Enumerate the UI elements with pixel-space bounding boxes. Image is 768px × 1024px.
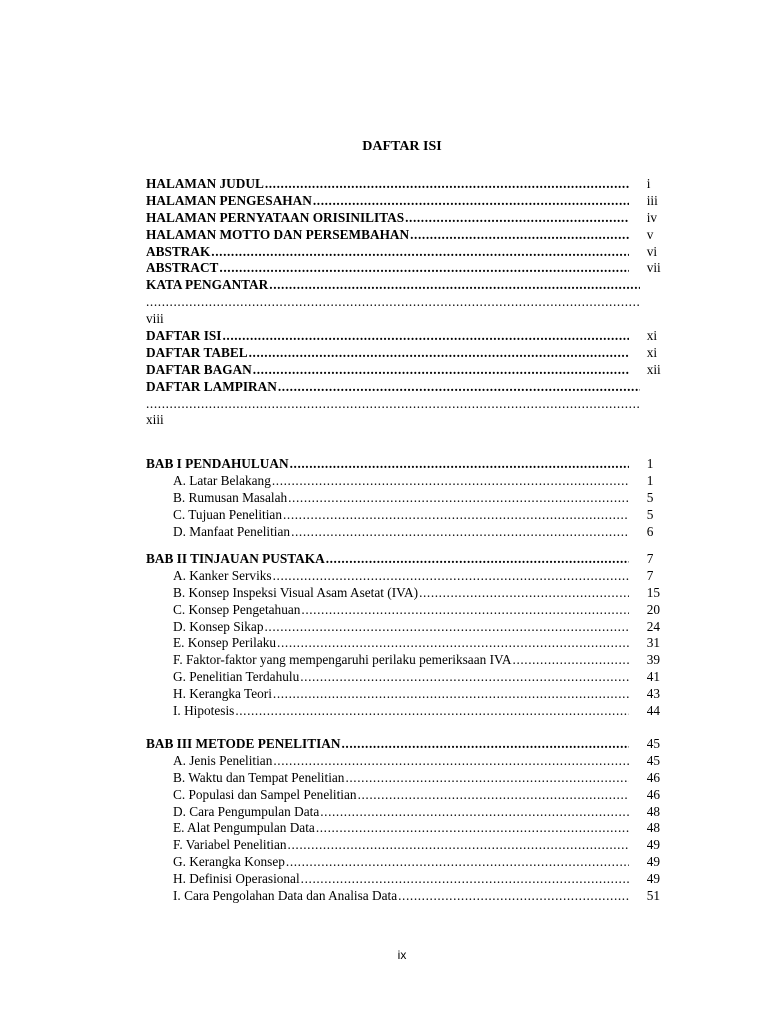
toc-label: H. Kerangka Teori	[173, 686, 272, 702]
leader-dots	[273, 568, 629, 585]
toc-entry[interactable]	[146, 635, 676, 652]
toc-entry[interactable]	[146, 362, 676, 379]
toc-page: 46	[646, 769, 660, 785]
toc-wrap-page	[146, 311, 676, 328]
toc-page: 31	[646, 635, 660, 651]
toc-label: E. Alat Pengumpulan Data	[173, 820, 315, 836]
toc-page: 49	[646, 854, 660, 870]
leader-dots	[290, 456, 629, 473]
toc-label: BAB I PENDAHULUAN	[146, 456, 289, 471]
toc-page: xi	[646, 328, 658, 344]
toc-entry[interactable]	[146, 568, 676, 585]
toc-entry[interactable]	[146, 820, 676, 837]
leader-dots	[278, 379, 640, 396]
toc-page: iii	[646, 192, 658, 208]
leader-dots	[513, 652, 629, 669]
toc-label: C. Tujuan Penelitian	[173, 506, 282, 522]
leader-dots	[410, 227, 629, 244]
toc-page: 1	[646, 472, 654, 488]
leader-dots	[146, 396, 640, 413]
toc-label: DAFTAR ISI	[146, 328, 222, 344]
leader-dots	[286, 854, 629, 871]
leader-dots	[219, 260, 628, 277]
toc-entry[interactable]	[146, 669, 676, 686]
toc-entry[interactable]	[146, 753, 676, 770]
leader-dots	[313, 193, 629, 210]
toc-page: vii	[646, 260, 661, 276]
toc-page: xii	[646, 361, 661, 377]
leader-dots	[235, 703, 628, 720]
toc-entry[interactable]	[146, 379, 676, 396]
toc-page: vi	[646, 243, 658, 259]
toc-entry[interactable]	[146, 277, 676, 294]
leader-dots	[301, 602, 628, 619]
toc-entry[interactable]	[146, 507, 676, 524]
leader-dots	[398, 888, 629, 905]
toc-wrap-page	[146, 412, 676, 429]
leader-dots	[265, 176, 629, 193]
toc-label: ABSTRACT	[146, 260, 219, 276]
leader-dots	[269, 277, 640, 294]
toc-entry[interactable]	[146, 328, 676, 345]
toc-entry[interactable]	[146, 652, 676, 669]
toc-label: HALAMAN JUDUL	[146, 176, 264, 191]
toc-label: E. Konsep Perilaku	[173, 635, 277, 651]
leader-dots	[316, 820, 629, 837]
toc-page: 46	[646, 786, 660, 802]
toc-entry[interactable]	[146, 524, 676, 541]
page-title: DAFTAR ISI	[362, 139, 442, 154]
leader-dots	[273, 686, 629, 703]
toc-label: H. Definisi Operasional	[173, 871, 300, 887]
leader-dots	[222, 328, 628, 345]
leader-dots	[288, 837, 629, 854]
toc-label: HALAMAN PERNYATAAN ORISINILITAS	[146, 209, 405, 225]
toc-entry[interactable]	[146, 837, 676, 854]
leader-dots	[419, 585, 629, 602]
toc-entry[interactable]	[146, 345, 676, 362]
toc-page: 49	[646, 837, 660, 853]
toc-page: 45	[646, 752, 660, 768]
toc-page: xi	[646, 344, 658, 360]
toc-entry[interactable]	[146, 490, 676, 507]
toc-entry[interactable]	[146, 804, 676, 821]
leader-dots	[291, 524, 629, 541]
toc-entry[interactable]	[146, 686, 676, 703]
toc-label: D. Manfaat Penelitian	[173, 523, 291, 539]
toc-page: 43	[646, 686, 660, 702]
leader-dots	[265, 619, 629, 636]
toc-chapter[interactable]	[146, 551, 676, 568]
toc-page: 6	[646, 523, 654, 539]
leader-dots	[277, 635, 629, 652]
toc-page: viii	[146, 311, 164, 327]
leader-dots	[253, 362, 629, 379]
leader-dots	[405, 210, 629, 227]
toc-page: 44	[646, 703, 660, 719]
toc-label: DAFTAR LAMPIRAN	[146, 378, 277, 394]
leader-dots	[341, 736, 628, 753]
leader-dots	[288, 490, 629, 507]
toc-page: 1	[646, 456, 654, 471]
toc-label: I. Cara Pengolahan Data dan Analisa Data	[173, 888, 398, 904]
toc-entry[interactable]	[146, 871, 676, 888]
toc-entry[interactable]	[146, 787, 676, 804]
toc-page: i	[646, 176, 651, 191]
leader-dots	[345, 770, 628, 787]
toc-page: 24	[646, 618, 660, 634]
toc-page: 20	[646, 601, 660, 617]
toc-label: G. Penelitian Terdahulu	[173, 669, 300, 685]
toc-entry[interactable]	[146, 888, 676, 905]
toc-entry[interactable]	[146, 176, 676, 193]
toc-page: 15	[646, 584, 660, 600]
toc-wrap-dots	[146, 294, 676, 311]
toc-label: A. Kanker Serviks	[173, 567, 272, 583]
leader-dots	[358, 787, 629, 804]
toc-entry[interactable]	[146, 473, 676, 490]
toc-page: xiii	[146, 412, 164, 428]
toc-entry[interactable]	[146, 602, 676, 619]
toc-label: C. Populasi dan Sampel Penelitian	[173, 786, 357, 802]
leader-dots	[320, 804, 628, 821]
toc-entry[interactable]	[146, 244, 676, 261]
leader-dots	[300, 669, 628, 686]
toc-label: D. Konsep Sikap	[173, 618, 264, 634]
toc-entry[interactable]	[146, 703, 676, 720]
toc-chapter[interactable]	[146, 456, 676, 473]
toc-label: G. Kerangka Konsep	[173, 854, 285, 870]
leader-dots	[249, 345, 629, 362]
toc-label: I. Hipotesis	[173, 703, 235, 719]
leader-dots	[272, 473, 629, 490]
leader-dots	[326, 551, 629, 568]
toc-page: 48	[646, 820, 660, 836]
toc-entry[interactable]	[146, 227, 676, 244]
toc-page: 7	[646, 567, 654, 583]
toc-page: 5	[646, 506, 654, 522]
toc-page: iv	[646, 209, 658, 225]
toc-label: B. Konsep Inspeksi Visual Asam Asetat (IVA)	[173, 584, 419, 600]
leader-dots	[283, 507, 629, 524]
toc-label: DAFTAR TABEL	[146, 344, 248, 360]
toc-page: 39	[646, 652, 660, 668]
toc-page: 41	[646, 669, 660, 685]
toc-entry[interactable]	[146, 193, 676, 210]
toc-front-matter	[146, 176, 676, 429]
toc-label: DAFTAR BAGAN	[146, 361, 252, 377]
toc-label: F. Variabel Penelitian	[173, 837, 287, 853]
leader-dots	[146, 294, 640, 311]
toc-wrap-dots	[146, 396, 676, 413]
toc-chapter[interactable]	[146, 736, 676, 753]
toc-label: A. Jenis Penelitian	[173, 752, 273, 768]
leader-dots	[301, 871, 629, 888]
toc-entry[interactable]	[146, 770, 676, 787]
toc-entry[interactable]	[146, 210, 676, 227]
toc-label: HALAMAN PENGESAHAN	[146, 192, 312, 208]
toc-page: 5	[646, 489, 654, 505]
toc-entry[interactable]	[146, 854, 676, 871]
toc-label: KATA PENGANTAR	[146, 277, 269, 293]
toc-entry[interactable]	[146, 585, 676, 602]
toc-label: C. Konsep Pengetahuan	[173, 601, 301, 617]
toc-page: 7	[646, 551, 654, 566]
toc-label: ABSTRAK	[146, 243, 211, 259]
leader-dots	[211, 244, 628, 261]
toc-page: 48	[646, 803, 660, 819]
toc-bab-3	[146, 736, 676, 905]
toc-page: v	[646, 226, 654, 242]
page-number-footer: ix	[397, 948, 407, 962]
toc-page: 51	[646, 888, 660, 904]
toc-entry[interactable]	[146, 619, 676, 636]
toc-label: BAB II TINJAUAN PUSTAKA	[146, 551, 325, 566]
toc-label: D. Cara Pengumpulan Data	[173, 803, 320, 819]
toc-label: BAB III METODE PENELITIAN	[146, 736, 341, 751]
toc-label: F. Faktor-faktor yang mempengaruhi perilaku pemeriksaan IVA	[173, 652, 512, 668]
toc-page: 45	[646, 736, 660, 751]
toc-label: A. Latar Belakang	[173, 472, 271, 488]
toc-page: 49	[646, 871, 660, 887]
toc-bab-1	[146, 456, 676, 540]
leader-dots	[273, 753, 628, 770]
toc-label: B. Waktu dan Tempat Penelitian	[173, 769, 345, 785]
toc-label: HALAMAN MOTTO DAN PERSEMBAHAN	[146, 226, 410, 242]
toc-entry[interactable]	[146, 260, 676, 277]
toc-label: B. Rumusan Masalah	[173, 489, 288, 505]
toc-bab-2	[146, 551, 676, 720]
